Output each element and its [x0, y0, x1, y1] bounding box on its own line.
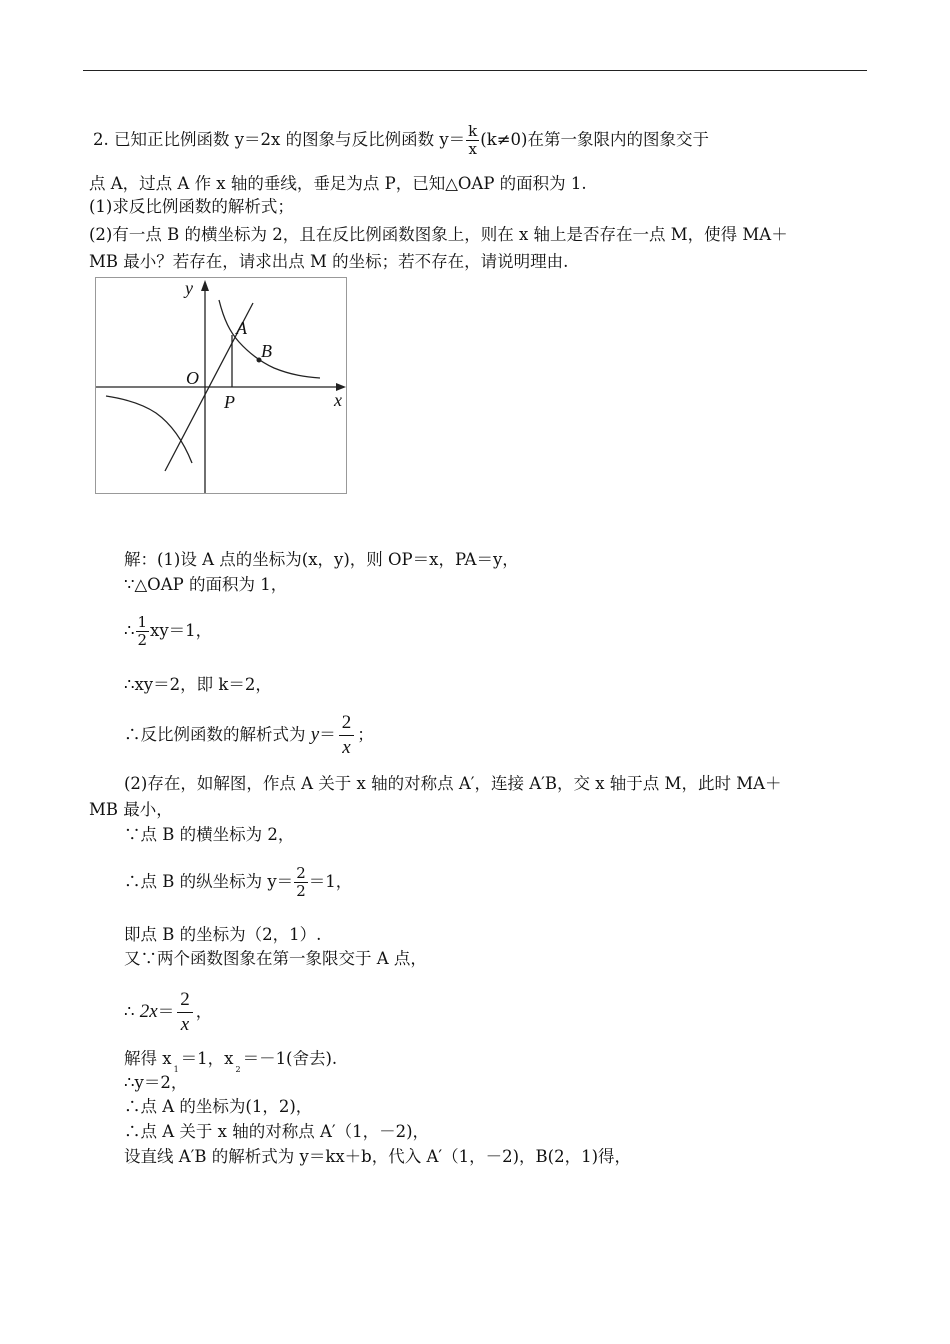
equation-text: ＝1，	[308, 872, 353, 891]
question-text: (k≠0)在第一象限内的图象交于	[480, 130, 709, 149]
fraction-numerator: k	[468, 122, 478, 140]
solution-line-10: 即点 B 的坐标为（2，1）.	[124, 925, 322, 944]
solution-text: ＝1，x	[180, 1049, 234, 1068]
graph-svg	[96, 278, 346, 493]
math-expression-2x: 2x	[139, 1000, 158, 1022]
solution-line-7: MB 最小，	[89, 800, 173, 819]
therefore-symbol: ∴	[124, 1001, 135, 1021]
question-line-2: 点 A，过点 A 作 x 轴的垂线，垂足为点 P，已知△OAP 的面积为 1.	[89, 174, 587, 193]
label-A: A	[236, 318, 247, 338]
hyperbola-branch-2	[106, 396, 192, 463]
fraction-2-over-2	[294, 866, 308, 899]
punctuation: ，	[195, 1001, 213, 1021]
solution-text: ∴点 B 的纵坐标为 y＝	[124, 872, 294, 891]
equals-sign: ＝	[319, 724, 336, 744]
solution-line-6: (2)存在，如解图，作点 A 关于 x 轴的对称点 A′，连接 A′B，交 x 轴于点 M，此时 MA＋	[124, 774, 782, 793]
solution-line-15: ∴点 A 的坐标为(1，2)，	[124, 1097, 313, 1116]
label-O: O	[186, 368, 199, 388]
therefore-symbol: ∴	[124, 621, 135, 640]
label-y: y	[185, 278, 193, 298]
fraction-2-over-x	[177, 990, 193, 1035]
label-B: B	[261, 341, 272, 361]
solution-line-3	[124, 615, 212, 648]
fraction-denominator: x	[180, 1013, 190, 1035]
solution-line-17: 设直线 A′B 的解析式为 y＝kx＋b，代入 A′（1，－2)，B(2，1)得，	[124, 1147, 632, 1166]
fraction-denominator: 2	[137, 631, 148, 649]
y-axis-arrow	[201, 280, 209, 291]
math-var-y: y	[310, 723, 320, 745]
subscript-1: 1	[173, 1065, 179, 1074]
question-text: 2. 已知正比例函数 y＝2x 的图象与反比例函数 y＝	[93, 130, 466, 149]
question-part-1: (1)求反比例函数的解析式；	[89, 197, 294, 216]
function-graph-figure	[95, 277, 347, 494]
solution-line-2: ∵△OAP 的面积为 1，	[124, 575, 288, 594]
solution-line-1: 解：(1)设 A 点的坐标为(x，y)，则 OP＝x，PA＝y，	[124, 550, 519, 569]
solution-line-16: ∴点 A 关于 x 轴的对称点 A′（1，－2)，	[124, 1122, 430, 1141]
solution-text: 解得 x	[124, 1049, 172, 1068]
fraction-denominator: x	[342, 736, 351, 758]
subscript-2: 2	[235, 1065, 241, 1074]
equation-text: xy＝1，	[150, 621, 213, 640]
solution-text: ∴反比例函数的解析式为	[124, 724, 306, 744]
solution-line-9	[124, 866, 352, 899]
fraction-numerator: 2	[296, 864, 306, 882]
solution-line-13	[124, 1048, 337, 1073]
header-rule	[83, 70, 867, 71]
question-part-2: (2)有一点 B 的横坐标为 2，且在反比例函数图象上，则在 x 轴上是否存在一点 M，使得 MA＋	[89, 225, 788, 244]
solution-line-12	[124, 990, 212, 1035]
solution-line-11: 又∵两个函数图象在第一象限交于 A 点，	[124, 949, 427, 968]
equals-sign: ＝	[157, 1001, 175, 1021]
solution-line-5	[124, 713, 374, 758]
fraction-2-over-x	[339, 713, 355, 758]
fraction-denominator: 2	[296, 882, 306, 900]
solution-text: ＝－1(舍去).	[242, 1049, 338, 1068]
punctuation: ；	[357, 724, 374, 744]
solution-line-14: ∴y＝2，	[124, 1073, 188, 1092]
label-x: x	[334, 390, 342, 410]
fraction-numerator: 2	[339, 713, 355, 736]
fraction-denominator: x	[468, 140, 477, 158]
question-line-1	[93, 124, 709, 157]
solution-line-4: ∴xy＝2，即 k＝2，	[124, 675, 272, 694]
label-P: P	[224, 392, 235, 412]
fraction-one-half	[136, 615, 150, 648]
solution-line-8: ∵点 B 的横坐标为 2，	[124, 825, 295, 844]
fraction-k-over-x	[466, 124, 479, 157]
fraction-numerator: 2	[177, 990, 193, 1013]
fraction-numerator: 1	[137, 613, 148, 631]
question-line-5: MB 最小？若存在，请求出点 M 的坐标；若不存在，请说明理由.	[89, 252, 569, 271]
